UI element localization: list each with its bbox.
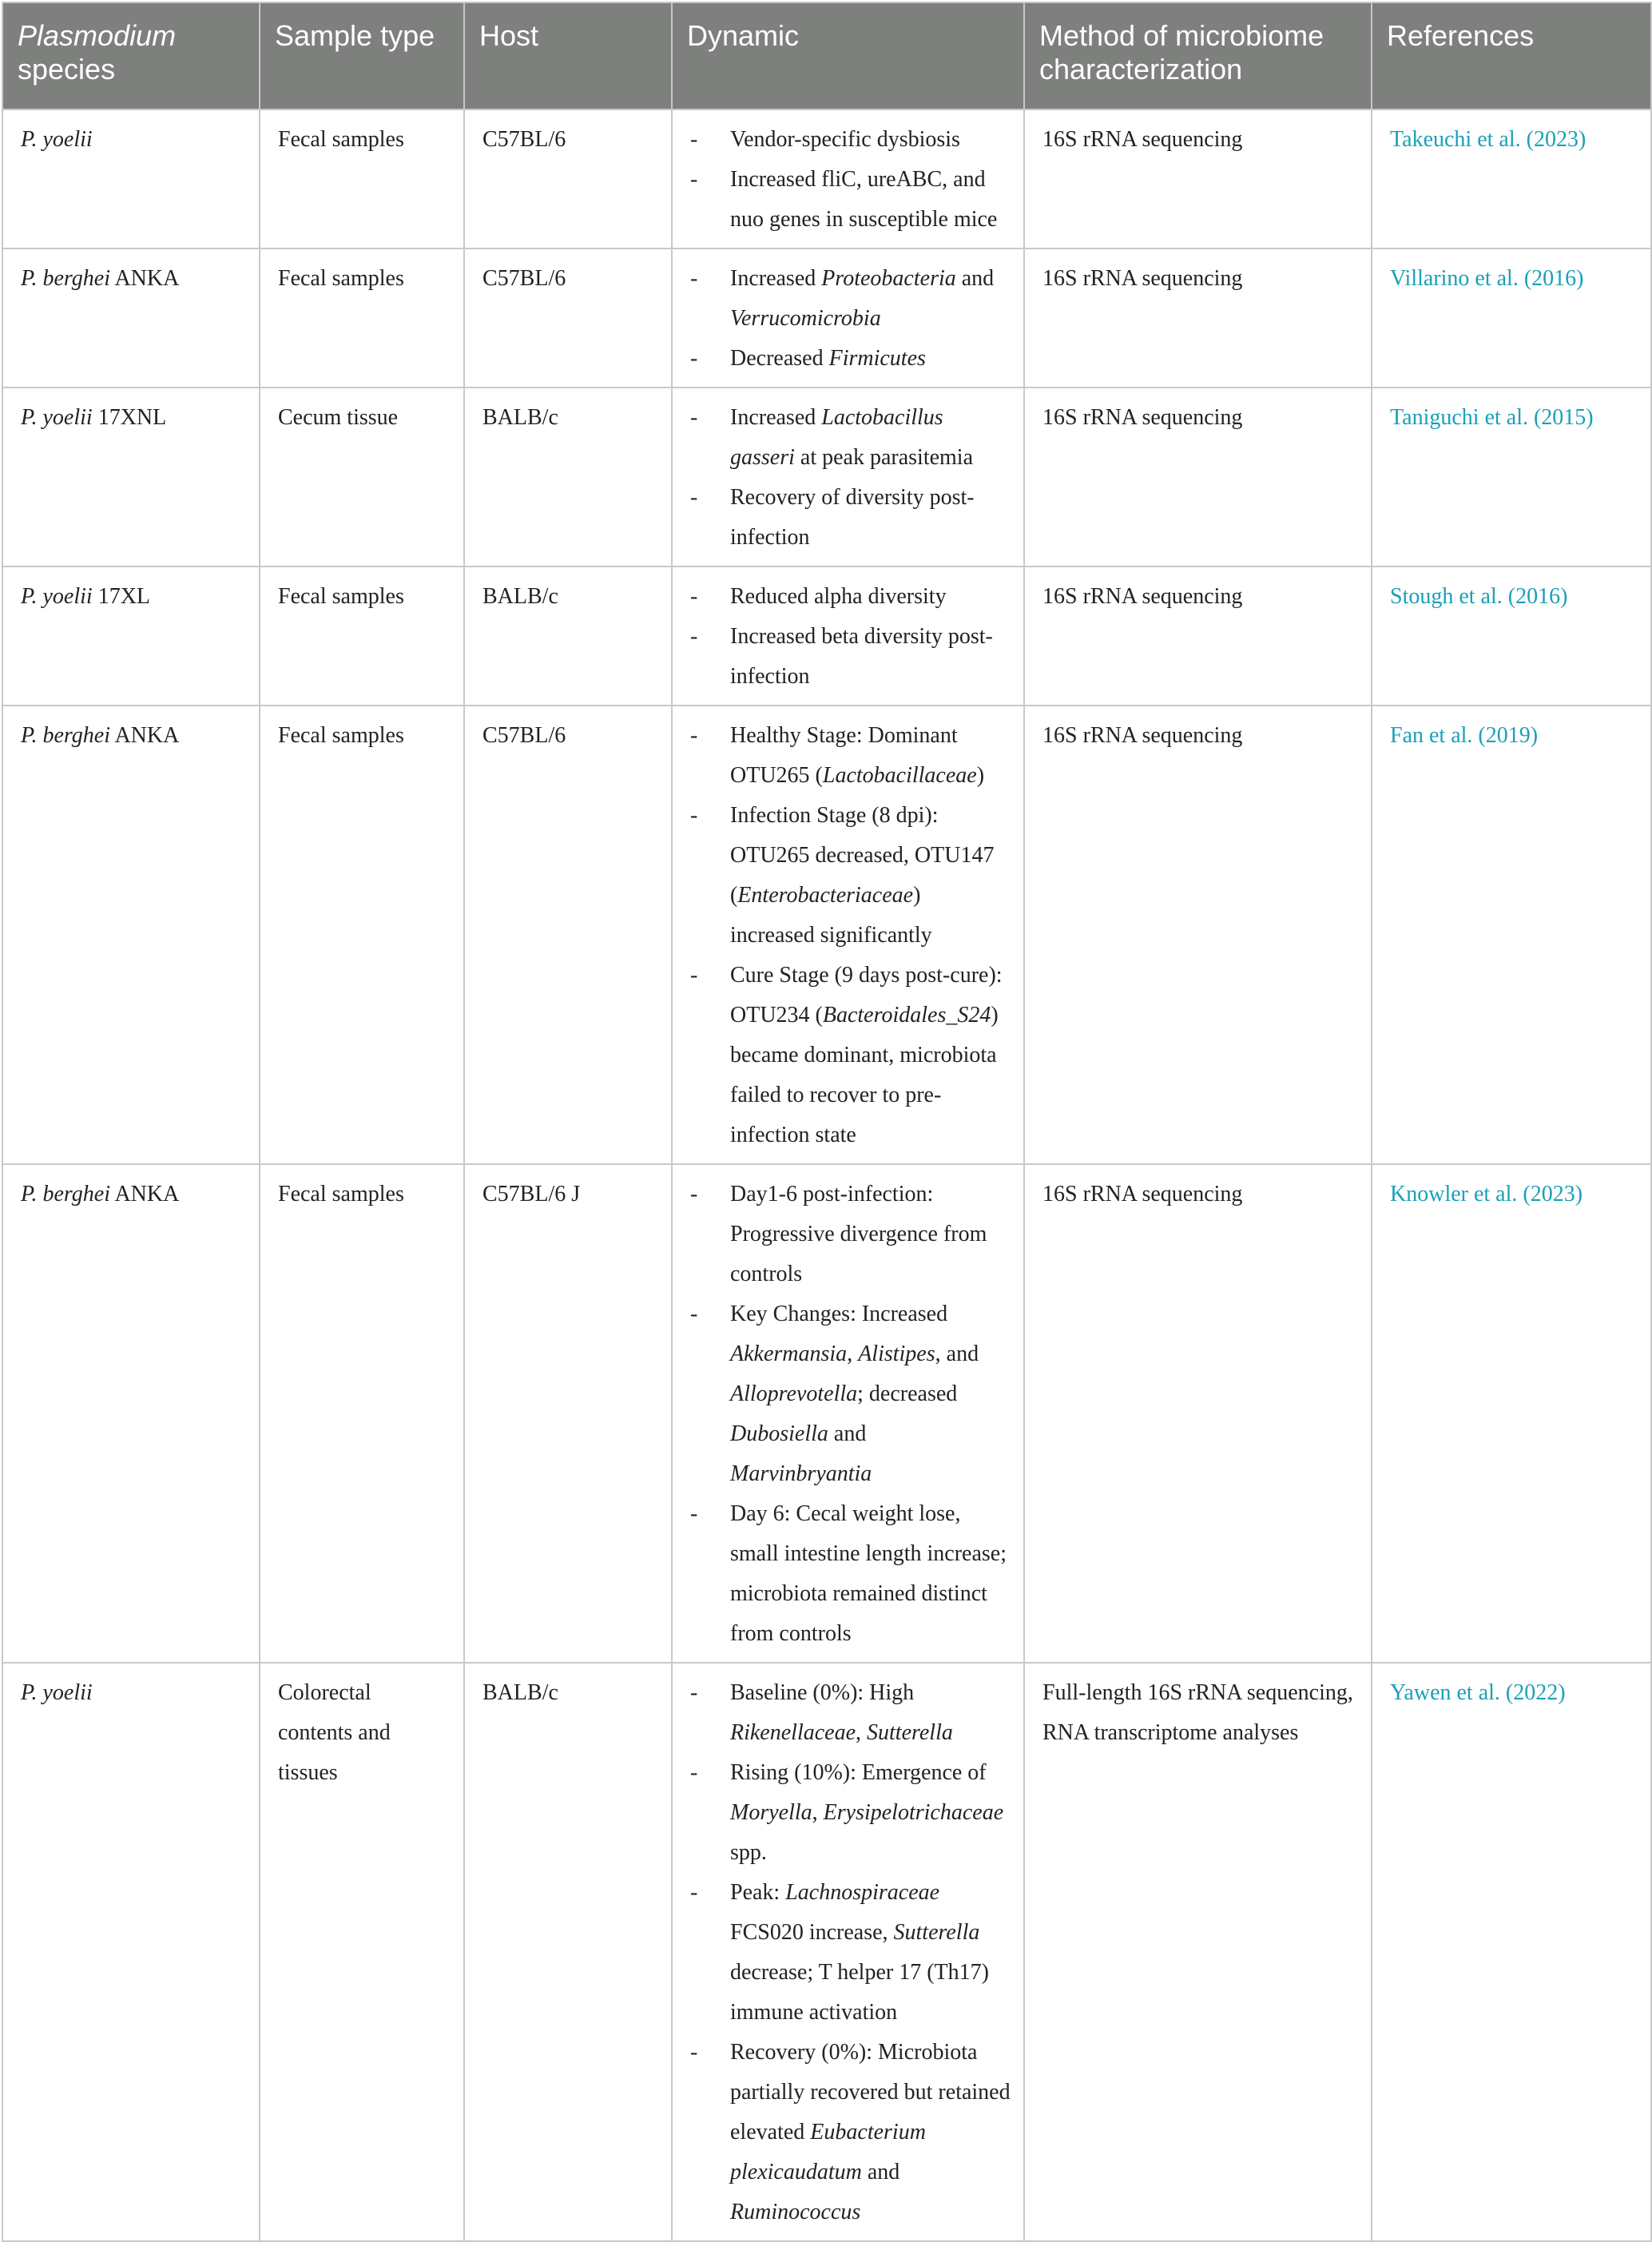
dash-bullet-icon: - (690, 485, 698, 510)
list-item (689, 1753, 1011, 1873)
dynamic-item-text (730, 485, 975, 550)
sample-type-cell: Fecal samples (260, 109, 464, 248)
dash-bullet-icon: - (690, 803, 698, 828)
host-cell: C57BL/6 (464, 109, 672, 248)
text-run: Peak: (730, 1880, 786, 1905)
text-run: and (861, 2160, 900, 2184)
reference-cell (1372, 706, 1651, 1164)
list-item (689, 160, 1011, 240)
list-item (689, 716, 1011, 796)
text-run: species (18, 53, 116, 85)
italic-text: Lactobacillaceae (822, 763, 977, 788)
dynamic-item-text (730, 1182, 987, 1286)
text-run: Increased (730, 266, 822, 291)
dynamic-item-text (730, 1880, 989, 2025)
text-run: Vendor-specific dysbiosis (730, 127, 960, 152)
dash-bullet-icon: - (690, 963, 698, 988)
host-cell: BALB/c (464, 1663, 672, 2241)
dynamic-item-text (730, 1760, 1003, 1865)
text-run: decrease; T helper 17 (Th17) immune activation (730, 1960, 989, 2025)
list-item (689, 796, 1011, 956)
table-row (2, 706, 1651, 1164)
reference-cell (1372, 1663, 1651, 2241)
reference-link[interactable]: Villarino et al. (2016) (1390, 266, 1584, 291)
dash-bullet-icon: - (690, 1302, 698, 1326)
dynamic-cell (672, 248, 1024, 388)
dynamic-item-text (730, 803, 994, 948)
host-cell: BALB/c (464, 566, 672, 706)
reference-link[interactable]: Taniguchi et al. (2015) (1390, 405, 1594, 430)
reference-link[interactable]: Stough et al. (2016) (1390, 584, 1568, 609)
reference-link[interactable]: Yawen et al. (2022) (1390, 1680, 1566, 1705)
italic-text: P. berghei (21, 266, 110, 291)
table-row (2, 248, 1651, 388)
italic-text: Proteobacteria (821, 266, 956, 291)
host-cell: C57BL/6 J (464, 1164, 672, 1663)
species-cell (2, 388, 260, 566)
table-body (2, 109, 1651, 2241)
text-run: Cure Stage (9 days post-cure): OTU234 ( (730, 963, 1003, 1028)
italic-text: P. yoelii (21, 1680, 93, 1705)
dynamic-list (689, 1673, 1011, 2232)
sample-type-cell: Cecum tissue (260, 388, 464, 566)
text-run: , (812, 1800, 824, 1825)
italic-text: Ruminococcus (730, 2200, 861, 2224)
dynamic-list (689, 716, 1011, 1155)
dynamic-item-text (730, 723, 984, 788)
reference-cell (1372, 388, 1651, 566)
italic-text: P. berghei (21, 1182, 110, 1206)
text-run: ) (976, 763, 985, 788)
sample-type-cell: Fecal samples (260, 1164, 464, 1663)
host-cell: BALB/c (464, 388, 672, 566)
text-run: Day 6: Cecal weight lose, small intestine length increase; microbiota remained distinct from controls (730, 1501, 1007, 1646)
italic-text: P. yoelii (21, 405, 93, 430)
list-item (689, 339, 1011, 379)
dash-bullet-icon: - (690, 266, 698, 291)
sample-type-cell: Fecal samples (260, 248, 464, 388)
italic-text: Verrucomicrobia (730, 306, 881, 331)
text-run: Host (479, 19, 539, 52)
italic-text: Enterobacteriaceae (737, 883, 914, 908)
dash-bullet-icon: - (690, 1680, 698, 1705)
italic-text: Lactobacillus gasseri (730, 405, 943, 470)
dash-bullet-icon: - (690, 2040, 698, 2065)
dash-bullet-icon: - (690, 346, 698, 371)
reference-link[interactable]: Knowler et al. (2023) (1390, 1182, 1583, 1206)
list-item (689, 1294, 1011, 1494)
list-item (689, 577, 1011, 617)
dash-bullet-icon: - (690, 1501, 698, 1526)
text-run: Day1-6 post-infection: Progressive divergence from controls (730, 1182, 987, 1286)
italic-text: Moryella (730, 1800, 812, 1825)
table-row (2, 566, 1651, 706)
header-sample-type (260, 2, 464, 109)
method-cell: Full-length 16S rRNA sequencing, RNA transcriptome analyses (1024, 1663, 1372, 2241)
reference-cell (1372, 566, 1651, 706)
italic-text: Alistipes (858, 1342, 935, 1366)
text-run: Infection Stage (8 dpi): OTU265 decreased, OTU147 ( (730, 803, 995, 908)
method-cell: 16S rRNA sequencing (1024, 566, 1372, 706)
dynamic-list (689, 398, 1011, 558)
dash-bullet-icon: - (690, 167, 698, 192)
header-row (2, 2, 1651, 109)
dynamic-item-text (730, 167, 997, 232)
dash-bullet-icon: - (690, 405, 698, 430)
species-cell (2, 1663, 260, 2241)
dynamic-item-text (730, 624, 993, 689)
dynamic-item-text (730, 1501, 1007, 1646)
dynamic-item-text (730, 346, 926, 371)
list-item (689, 1175, 1011, 1294)
dynamic-list (689, 1175, 1011, 1654)
text-run: ANKA (110, 1182, 180, 1206)
text-run: , and (935, 1342, 979, 1366)
dynamic-item-text (730, 1302, 979, 1486)
text-run: Reduced alpha diversity (730, 584, 947, 609)
dynamic-cell (672, 1663, 1024, 2241)
species-cell (2, 1164, 260, 1663)
reference-cell (1372, 1164, 1651, 1663)
list-item (689, 1673, 1011, 1753)
species-cell (2, 706, 260, 1164)
text-run: Rising (10%): Emergence of (730, 1760, 987, 1785)
list-item (689, 259, 1011, 339)
italic-text: Alloprevotella (730, 1381, 858, 1406)
table-row (2, 1663, 1651, 2241)
text-run: , (847, 1342, 859, 1366)
header-dynamic (672, 2, 1024, 109)
header-references (1372, 2, 1651, 109)
text-run: , (856, 1720, 868, 1745)
italic-text: Sutterella (893, 1920, 980, 1945)
reference-link[interactable]: Fan et al. (2019) (1390, 723, 1539, 748)
method-cell: 16S rRNA sequencing (1024, 1164, 1372, 1663)
sample-type-cell: Colorectal contents and tissues (260, 1663, 464, 2241)
dynamic-item-text (730, 963, 1003, 1147)
list-item (689, 398, 1011, 478)
list-item (689, 478, 1011, 558)
method-cell: 16S rRNA sequencing (1024, 248, 1372, 388)
italic-text: Marvinbryantia (730, 1461, 872, 1486)
dash-bullet-icon: - (690, 584, 698, 609)
dynamic-cell (672, 706, 1024, 1164)
text-run: Healthy Stage: Dominant OTU265 ( (730, 723, 958, 788)
table-row (2, 388, 1651, 566)
text-run: ; decreased (857, 1381, 958, 1406)
text-run: ANKA (110, 266, 180, 291)
dash-bullet-icon: - (690, 624, 698, 649)
dynamic-cell (672, 109, 1024, 248)
method-cell: 16S rRNA sequencing (1024, 109, 1372, 248)
italic-text: Akkermansia (730, 1342, 848, 1366)
text-run: Increased beta diversity post-infection (730, 624, 993, 689)
italic-text: Sutterella (867, 1720, 953, 1745)
text-run: at peak parasitemia (794, 445, 974, 470)
dash-bullet-icon: - (690, 1760, 698, 1785)
text-run: Key Changes: Increased (730, 1302, 948, 1326)
dash-bullet-icon: - (690, 1880, 698, 1905)
species-cell (2, 566, 260, 706)
dynamic-item-text (730, 266, 994, 331)
species-cell (2, 248, 260, 388)
list-item (689, 2033, 1011, 2232)
list-item (689, 1873, 1011, 2033)
text-run: ) became dominant, microbiota failed to recover to pre-infection state (730, 1003, 999, 1147)
text-run: Sample type (275, 19, 435, 52)
italic-text: Erysipelotrichaceae (823, 1800, 1004, 1825)
text-run: Decreased (730, 346, 829, 371)
dynamic-cell (672, 1164, 1024, 1663)
dynamic-list (689, 577, 1011, 697)
list-item (689, 1494, 1011, 1654)
header-species (2, 2, 260, 109)
text-run: 17XL (92, 584, 151, 609)
text-run: Recovery of diversity post-infection (730, 485, 975, 550)
reference-cell (1372, 109, 1651, 248)
header-host (464, 2, 672, 109)
text-run: ANKA (110, 723, 180, 748)
text-run: Dynamic (687, 19, 800, 52)
dynamic-cell (672, 388, 1024, 566)
italic-text: P. berghei (21, 723, 110, 748)
dynamic-item-text (730, 584, 947, 609)
dynamic-item-text (730, 1680, 953, 1745)
method-cell: 16S rRNA sequencing (1024, 706, 1372, 1164)
dash-bullet-icon: - (690, 127, 698, 152)
text-run: Increased fliC, ureABC, and nuo genes in susceptible mice (730, 167, 998, 232)
text-run: Recovery (0%): Microbiota partially recovered but retained elevated (730, 2040, 1011, 2145)
list-item (689, 617, 1011, 697)
method-cell: 16S rRNA sequencing (1024, 388, 1372, 566)
dynamic-item-text (730, 405, 973, 470)
text-run: and (955, 266, 995, 291)
host-cell: C57BL/6 (464, 706, 672, 1164)
italic-text: Dubosiella (730, 1421, 828, 1446)
dynamic-cell (672, 566, 1024, 706)
text-run: Baseline (0%): High (730, 1680, 915, 1705)
italic-text: Eubacterium plexicaudatum (730, 2120, 926, 2184)
species-cell (2, 109, 260, 248)
italic-text: Rikenellaceae (730, 1720, 856, 1745)
table-row (2, 109, 1651, 248)
table-row (2, 1164, 1651, 1663)
reference-cell (1372, 248, 1651, 388)
dash-bullet-icon: - (690, 1182, 698, 1206)
text-run: ) increased significantly (730, 883, 932, 948)
list-item (689, 956, 1011, 1155)
text-run: 17XNL (92, 405, 167, 430)
text-run: FCS020 increase, (730, 1920, 894, 1945)
dynamic-item-text (730, 2040, 1011, 2224)
italic-text: P. yoelii (21, 584, 93, 609)
sample-type-cell: Fecal samples (260, 566, 464, 706)
italic-text: Lachnospiraceae (785, 1880, 940, 1905)
list-item (689, 120, 1011, 160)
dynamic-list (689, 120, 1011, 240)
dash-bullet-icon: - (690, 723, 698, 748)
header-method (1024, 2, 1372, 109)
host-cell: C57BL/6 (464, 248, 672, 388)
text-run: and (828, 1421, 867, 1446)
dynamic-list (689, 259, 1011, 379)
italic-text: P. yoelii (21, 127, 93, 152)
italic-text: Bacteroidales_S24 (822, 1003, 991, 1028)
italic-text: Firmicutes (828, 346, 926, 371)
text-run: Increased (730, 405, 822, 430)
text-run: Method of microbiome characterization (1039, 19, 1324, 85)
text-run: References (1387, 19, 1535, 52)
dynamic-item-text (730, 127, 960, 152)
sample-type-cell: Fecal samples (260, 706, 464, 1164)
text-run: spp. (730, 1840, 767, 1865)
italic-text: Plasmodium (18, 19, 177, 52)
microbiome-table (2, 2, 1652, 2242)
reference-link[interactable]: Takeuchi et al. (2023) (1390, 127, 1586, 152)
